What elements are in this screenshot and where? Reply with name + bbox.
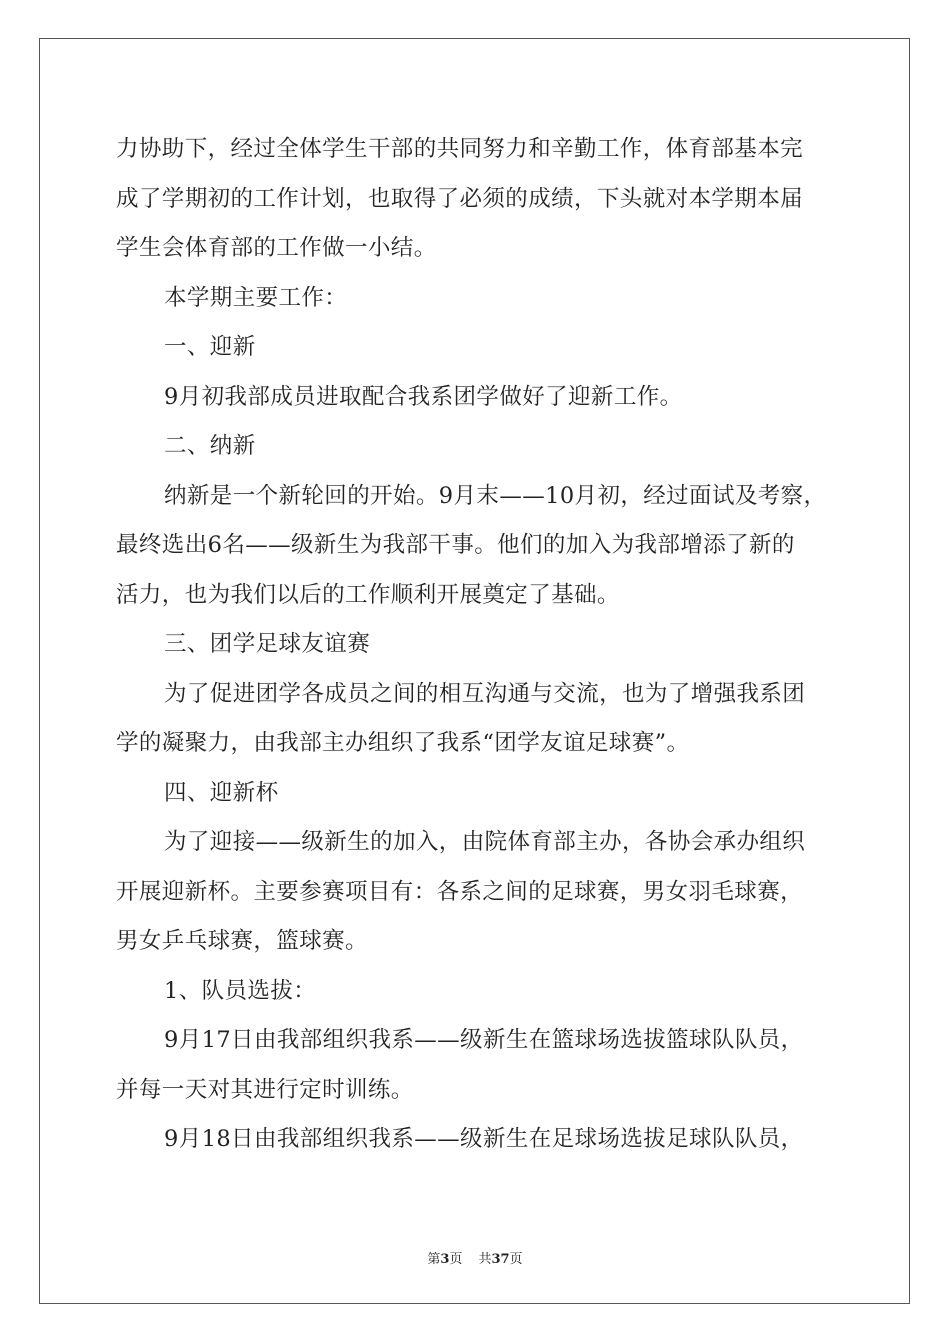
text-line: 一、迎新 bbox=[164, 334, 256, 360]
footer-total-prefix: 共 bbox=[478, 1252, 492, 1267]
text-line: 开展迎新杯。主要参赛项目有：各系之间的足球赛，男女羽毛球赛， bbox=[116, 878, 804, 905]
text-line: 学的凝聚力，由我部主办组织了我系“团学友谊足球赛”。 bbox=[116, 730, 690, 756]
text-line: 成了学期初的工作计划，也取得了必须的成绩，下头就对本学期本届 bbox=[116, 185, 804, 212]
page-footer bbox=[0, 1248, 950, 1267]
text-line: 纳新是一个新轮回的开始。9月末——10月初，经过面试及考察， bbox=[164, 482, 827, 509]
footer-page-prefix: 第 bbox=[427, 1252, 441, 1267]
text-line: 活力，也为我们以后的工作顺利开展奠定了基础。 bbox=[116, 581, 620, 608]
footer-page-number: 3 bbox=[440, 1252, 450, 1267]
text-line: 并每一天对其进行定时训练。 bbox=[116, 1076, 414, 1103]
footer-total-pages: 37 bbox=[491, 1252, 510, 1267]
footer-page-suffix: 页 bbox=[449, 1252, 463, 1267]
text-line: 二、纳新 bbox=[164, 433, 256, 459]
text-line: 9月初我部成员进取配合我系团学做好了迎新工作。 bbox=[164, 383, 683, 410]
text-line: 为了促进团学各成员之间的相互沟通与交流，也为了增强我系团 bbox=[164, 680, 806, 707]
text-line: 本学期主要工作： bbox=[164, 284, 348, 311]
footer-total-suffix: 页 bbox=[509, 1252, 523, 1267]
text-line: 四、迎新杯 bbox=[164, 779, 279, 806]
text-line: 三、团学足球友谊赛 bbox=[164, 631, 371, 657]
document-body bbox=[116, 125, 841, 1165]
text-line: 1、队员选拔： bbox=[164, 977, 317, 1004]
text-line: 学生会体育部的工作做一小结。 bbox=[116, 235, 437, 261]
text-line: 男女乒乓球赛，篮球赛。 bbox=[116, 928, 368, 954]
text-line: 9月18日由我部组织我系——级新生在足球场选拔足球队队员， bbox=[164, 1126, 804, 1152]
text-line: 力协助下，经过全体学生干部的共同努力和辛勤工作，体育部基本完 bbox=[116, 136, 804, 162]
text-line: 为了迎接——级新生的加入，由院体育部主办，各协会承办组织 bbox=[164, 829, 806, 855]
text-line: 9月17日由我部组织我系——级新生在篮球场选拔篮球队队员， bbox=[164, 1027, 804, 1053]
text-line: 最终选出6名——级新生为我部干事。他们的加入为我部增添了新的 bbox=[116, 532, 795, 558]
